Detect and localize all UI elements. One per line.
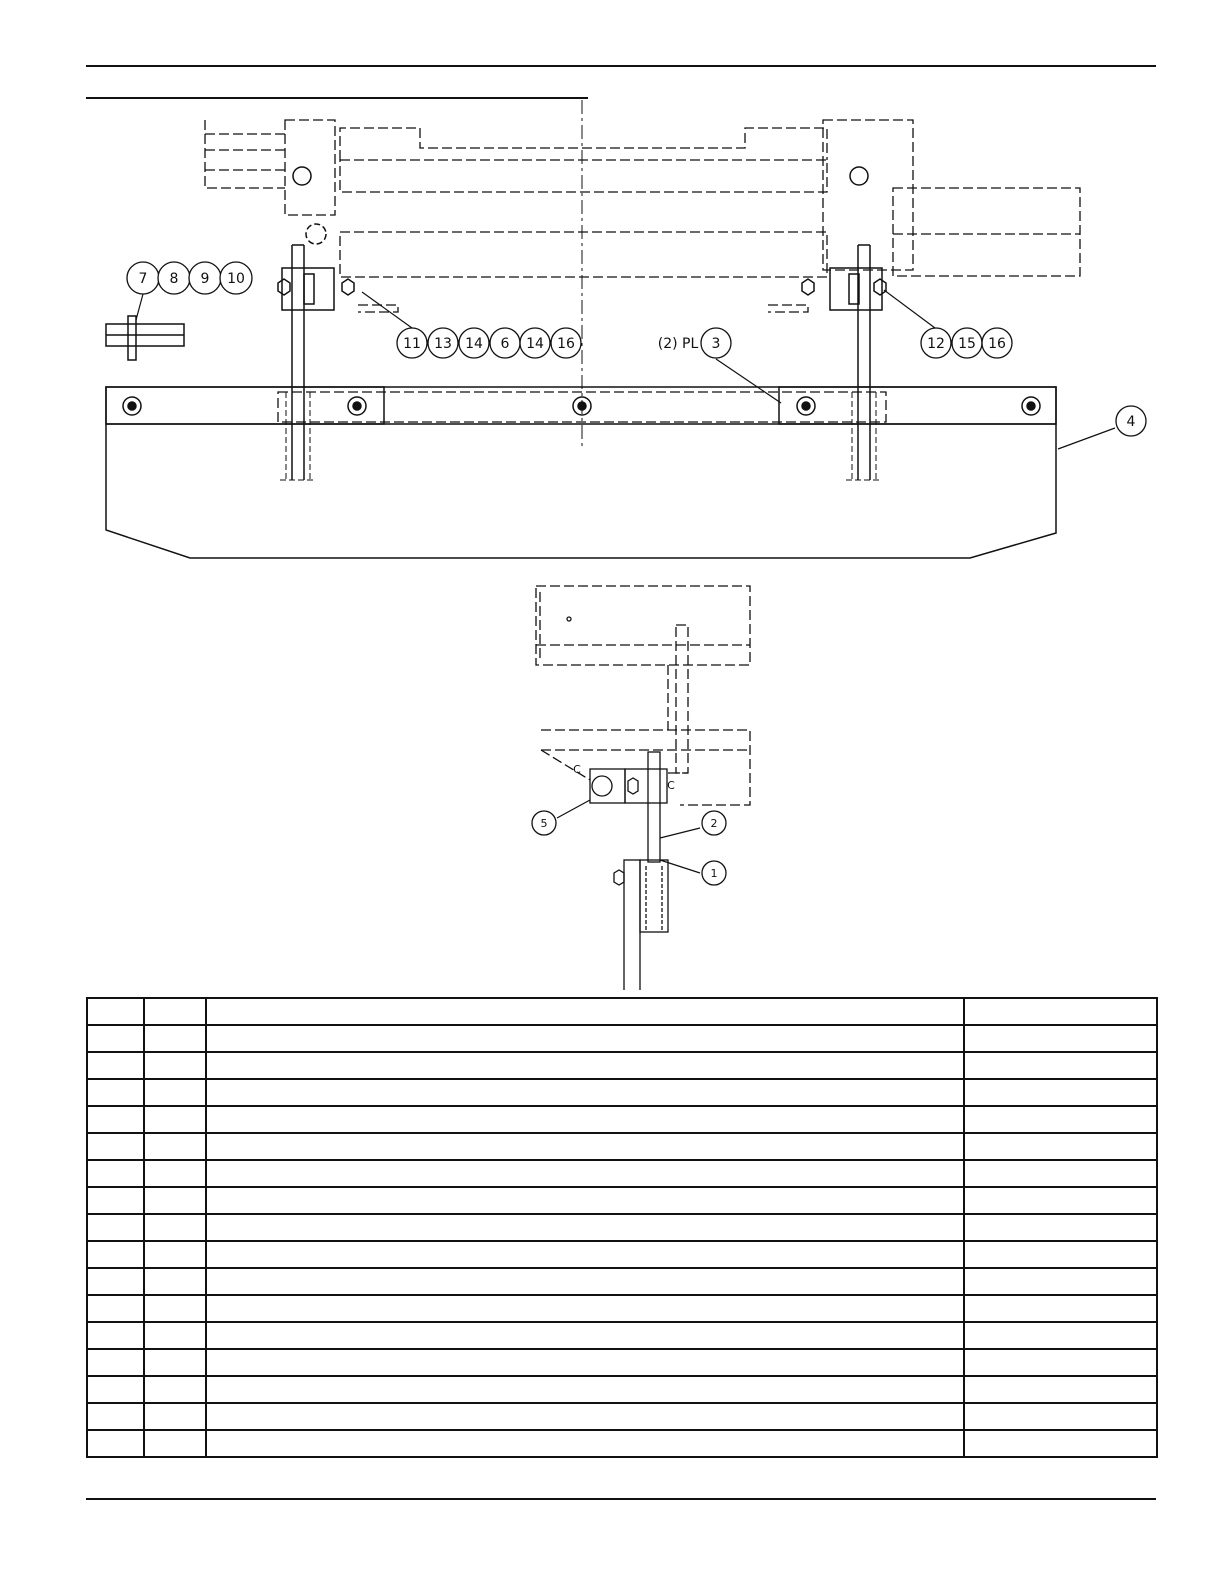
item-cell: [87, 998, 144, 1025]
part-number-cell: [964, 1403, 1157, 1430]
table-row: [87, 1187, 1157, 1214]
qty-cell: [144, 1106, 206, 1133]
item-cell: [87, 1214, 144, 1241]
table-row: [87, 1349, 1157, 1376]
qty-cell: [144, 1241, 206, 1268]
part-number-cell: [964, 1241, 1157, 1268]
item-cell: [87, 1268, 144, 1295]
qty-cell: [144, 1160, 206, 1187]
qty-cell: [144, 1214, 206, 1241]
description-cell: [206, 1133, 964, 1160]
qty-cell: [144, 1349, 206, 1376]
item-cell: [87, 1160, 144, 1187]
description-cell: [206, 1322, 964, 1349]
description-cell: [206, 1106, 964, 1133]
callout-5: 5: [540, 817, 548, 830]
part-number-cell: [964, 1160, 1157, 1187]
callout-14: 14: [465, 336, 483, 352]
table-row: [87, 1430, 1157, 1457]
qty-cell: [144, 1322, 206, 1349]
part-number-cell: [964, 1079, 1157, 1106]
qty-cell: [144, 1052, 206, 1079]
part-number-cell: [964, 1106, 1157, 1133]
callout-16b: 16: [988, 336, 1006, 352]
description-cell: [206, 1079, 964, 1106]
centerline-mark-left: C: [573, 763, 581, 776]
callout-1: 1: [710, 867, 718, 880]
callout-12: 12: [927, 336, 945, 352]
part-number-cell: [964, 1025, 1157, 1052]
part-number-cell: [964, 1214, 1157, 1241]
part-number-cell: [964, 1430, 1157, 1457]
description-cell: [206, 1430, 964, 1457]
table-row: [87, 1079, 1157, 1106]
callout-9: 9: [200, 271, 210, 287]
part-number-cell: [964, 1133, 1157, 1160]
table-row: [87, 1025, 1157, 1052]
qty-cell: [144, 1403, 206, 1430]
item-cell: [87, 1295, 144, 1322]
callout-3: 3: [711, 336, 721, 352]
footer-rule: [86, 1498, 1156, 1500]
description-cell: [206, 1295, 964, 1322]
qty-cell: [144, 1268, 206, 1295]
callout-4: 4: [1126, 414, 1136, 430]
table-row: [87, 1160, 1157, 1187]
item-cell: [87, 1187, 144, 1214]
plate-prefix: (2) PL: [657, 336, 699, 352]
centerline-mark-right: C: [667, 779, 675, 792]
description-cell: [206, 1160, 964, 1187]
part-number-cell: [964, 1052, 1157, 1079]
table-row: [87, 1295, 1157, 1322]
description-cell: [206, 1052, 964, 1079]
description-cell: [206, 1349, 964, 1376]
qty-cell: [144, 1187, 206, 1214]
item-cell: [87, 1376, 144, 1403]
description-cell: [206, 1025, 964, 1052]
part-number-cell: [964, 1376, 1157, 1403]
table-row: [87, 1106, 1157, 1133]
callout-14b: 14: [526, 336, 544, 352]
table-header-row: [87, 998, 1157, 1025]
table-row: [87, 1322, 1157, 1349]
item-cell: [87, 1052, 144, 1079]
table-row: [87, 1052, 1157, 1079]
callout-8: 8: [169, 271, 179, 287]
callout-2: 2: [710, 817, 718, 830]
table-row: [87, 1403, 1157, 1430]
description-cell: [206, 1403, 964, 1430]
qty-cell: [144, 1025, 206, 1052]
item-cell: [87, 1430, 144, 1457]
description-cell: [206, 1214, 964, 1241]
table-row: [87, 1241, 1157, 1268]
part-number-cell: [964, 1187, 1157, 1214]
part-number-cell: [964, 1322, 1157, 1349]
item-cell: [87, 1133, 144, 1160]
item-cell: [87, 1241, 144, 1268]
description-cell: [206, 1241, 964, 1268]
description-cell: [206, 1376, 964, 1403]
parts-list-table: [86, 997, 1158, 1458]
part-number-cell: [964, 998, 1157, 1025]
callout-10: 10: [227, 271, 245, 287]
item-cell: [87, 1322, 144, 1349]
item-cell: [87, 1079, 144, 1106]
table-row: [87, 1268, 1157, 1295]
qty-cell: [144, 998, 206, 1025]
callout-6: 6: [500, 336, 510, 352]
part-number-cell: [964, 1268, 1157, 1295]
description-cell: [206, 998, 964, 1025]
item-cell: [87, 1106, 144, 1133]
part-number-cell: [964, 1349, 1157, 1376]
table-row: [87, 1133, 1157, 1160]
callout-13: 13: [434, 336, 452, 352]
table-row: [87, 1376, 1157, 1403]
description-cell: [206, 1268, 964, 1295]
callout-15: 15: [958, 336, 976, 352]
qty-cell: [144, 1295, 206, 1322]
table-row: [87, 1214, 1157, 1241]
qty-cell: [144, 1430, 206, 1457]
callout-7: 7: [138, 271, 148, 287]
description-cell: [206, 1187, 964, 1214]
item-cell: [87, 1025, 144, 1052]
qty-cell: [144, 1079, 206, 1106]
callout-11: 11: [403, 336, 421, 352]
part-number-cell: [964, 1295, 1157, 1322]
item-cell: [87, 1403, 144, 1430]
qty-cell: [144, 1133, 206, 1160]
item-cell: [87, 1349, 144, 1376]
callout-16: 16: [557, 336, 575, 352]
qty-cell: [144, 1376, 206, 1403]
